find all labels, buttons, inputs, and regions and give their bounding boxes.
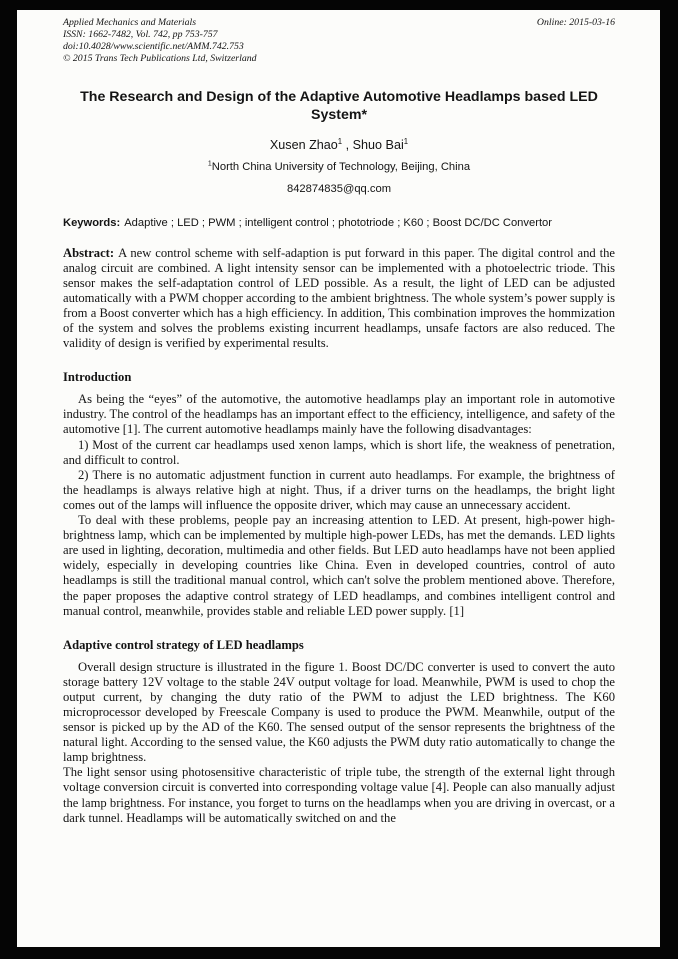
paragraph: The light sensor using photosensitive characteristic of triple tube, the strength of the external light through voltage conversion circuit is converted into corresponding voltage value [4]. People can also manually adjust the lamp brightness. For instance, you forget to turns on the headlamps when you are driving in overcast, or a dark tunnel. Headlamps will be automatically switched on and the xyxy=(63,765,615,825)
author-name: Xusen Zhao xyxy=(269,137,338,152)
authors-separator: , xyxy=(342,137,353,152)
scan-noise-speckles xyxy=(0,0,2,2)
authors-line xyxy=(63,138,615,152)
affiliation-text: North China University of Technology, Beijing, China xyxy=(211,160,471,173)
affiliation-mark: 1 xyxy=(207,159,212,167)
section-introduction xyxy=(63,370,615,618)
journal-name: Applied Mechanics and Materials xyxy=(63,17,197,28)
paper-page xyxy=(17,10,660,947)
paper-body xyxy=(63,370,615,825)
numbered-item-paragraph: 2) There is no automatic adjustment function in current auto headlamps. For example, the brightness of the headlamps is always relative high at night. Thus, if a driver turns on the headlamps, the bright light comes out of the lamps will influence the opposite driver, which may cause an unnecessary accident. xyxy=(63,467,615,512)
publication-info xyxy=(63,17,257,65)
paragraph: Overall design structure is illustrated in the figure 1. Boost DC/DC converter is used to convert the auto storage battery 12V voltage to the stable 24V output voltage for load. Meanwhile, PWM is used to chop the output current, by changing the duty ratio of the PWM to adjust the LED brightness. The K60 microprocessor developed by Freescale Company is used to produce the PWM. Meanwhile, output of the sensor is picked up by the AD of the K60. The sensed output of the sensor represents the brightness of the natural light. According to the sensed value, the K60 adjusts the PWM duty ratio automatically to change the lamp brightness. xyxy=(63,659,615,765)
paper-title: The Research and Design of the Adaptive Automotive Headlamps based LED System* xyxy=(80,88,598,123)
author-email: 842874835@qq.com xyxy=(286,182,392,195)
keywords-line xyxy=(63,217,615,229)
keywords-label: Keywords: xyxy=(63,216,121,229)
issn-volume-line: ISSN: 1662-7482, Vol. 742, pp 753-757 xyxy=(63,28,218,40)
publication-header xyxy=(63,17,615,65)
section-heading: Introduction xyxy=(63,370,132,385)
abstract-text: A new control scheme with self-adaption is put forward in this paper. The digital control and the analog circuit are combined. A light intensity sensor can be implemented with a photoelectric triode. This sensor makes the self-adaptation control of LED possible. As a result, the light of LED can be adjusted automatically with a PWM chopper according to the ambient brightness. The whole system’s power supply is from a Boost converter which has a high efficiency. In addition, This combination improves the hommization of the system and solves the problems existing incurrent headlamps, unsafe factors are also reduced. The validity of design is verified by experimental results. xyxy=(63,245,615,351)
online-date: Online: 2015-03-16 xyxy=(536,17,615,28)
paragraph: As being the “eyes” of the automotive, the automotive headlamps play an important role in automotive industry. The control of the headlamps has an important effect to the efficiency, intelligence, and safety of the automotive [1]. The current automotive headlamps mainly have the following disadvantages: xyxy=(63,392,615,437)
author-affiliation-mark: 1 xyxy=(337,136,343,146)
abstract-paragraph xyxy=(63,246,615,352)
keywords-text: Adaptive ; LED ; PWM ; intelligent control ; phototriode ; K60 ; Boost DC/DC Convertor xyxy=(124,216,553,229)
section-adaptive-control-strategy xyxy=(63,638,615,826)
numbered-item-paragraph: 1) Most of the current car headlamps used xenon lamps, which is short life, the weakness of penetration, and difficult to control. xyxy=(63,437,615,467)
section-heading: Adaptive control strategy of LED headlamps xyxy=(63,637,304,652)
doi-line: doi:10.4028/www.scientific.net/AMM.742.753 xyxy=(63,40,244,52)
copyright-line: © 2015 Trans Tech Publications Ltd, Switzerland xyxy=(63,52,257,64)
affiliation-line xyxy=(63,161,615,173)
author-name: Shuo Bai xyxy=(352,137,404,152)
abstract-label: Abstract: xyxy=(63,245,115,260)
paragraph: To deal with these problems, people pay an increasing attention to LED. At present, high-power high-brightness lamp, which can be implemented by multiple high-power LEDs, has met the demands. LED lights are used in lighting, decoration, multimedia and other fields. But LED auto headlamps have not been applied widely, especially in developing countries like China. Even in developed countries, control of auto headlamps is still the traditional manual control, which can't solve the problem mentioned above. Therefore, the paper proposes the adaptive control strategy of LED headlamps, and combines intelligent control and manual control, meanwhile, provides stable and reliable LED power supply. [1] xyxy=(63,513,615,618)
author-affiliation-mark: 1 xyxy=(403,136,409,146)
